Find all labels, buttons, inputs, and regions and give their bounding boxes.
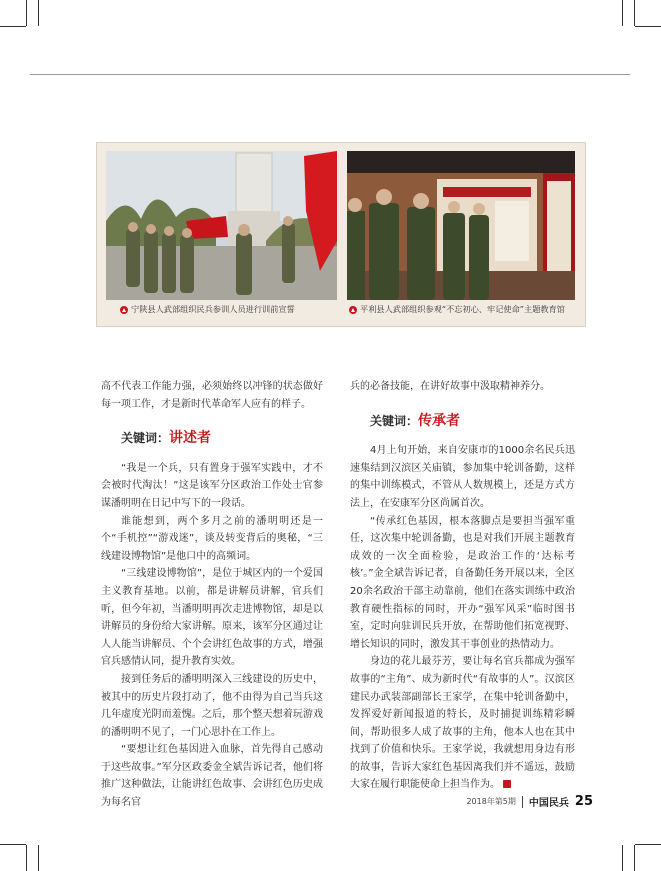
right-intro: 兵的必备技能，在讲好故事中汲取精神养分。 <box>350 381 550 392</box>
keyword-heading-narrator: 关键词： 讲述者 <box>121 430 212 447</box>
crop-mark <box>622 845 623 871</box>
crop-mark <box>26 845 27 871</box>
issue-number: 2018年第5期 <box>466 797 516 806</box>
oath-photo <box>106 151 337 300</box>
crop-mark <box>635 844 661 845</box>
paragraph: “三线建设博物馆”，是位于城区内的一个爱国主义教育基地。以前，都是讲解员讲解，官兵们听，但今年初，当潘明明再次走进博物馆，却是以讲解员的身份给大家讲解。原来，该军分区通过让人人能当讲解员、个个会讲红色故事的方式，增强官兵感情认同，提升教育实效。 <box>101 568 323 668</box>
crop-mark <box>0 26 26 27</box>
crop-mark <box>622 0 623 26</box>
paragraph: 接到任务后的潘明明深入三线建设的历史中，被其中的历史片段打动了，他不由得为自己当兵这几年虚度光阴而羞愧。之后，那个整天想着玩游戏的潘明明不见了，一门心思扑在工作上。 <box>101 673 323 738</box>
page-number: 25 <box>574 794 593 809</box>
page-footer <box>466 794 593 809</box>
crop-mark <box>634 0 635 26</box>
paragraph: “传承红色基因，根本落脚点是要担当强军重任，这次集中轮训备勤，也是对我们开展主题教育成效的一次全面检验，是政治工作的‘达标考核’。”金全斌告诉记者，自备勤任务开展以来，全区20余名政治干部主动靠前，他们在落实训练中政治教育硬性指标的同时，开办“强军风采”临时图书室，定时向驻训民兵开放，在帮助他们拓宽视野、增长知识的同时，激发其干事创业的热情动力。 <box>350 515 575 650</box>
museum-photo <box>347 151 575 300</box>
crop-mark <box>635 26 661 27</box>
magazine-name: 中国民兵 <box>528 798 569 809</box>
paragraph: 身边的花儿最芬芳，要让每名官兵都成为强军故事的“主角”、成为新时代“有故事的人”。汉滨区建民办武装部副部长王家学，在集中轮训备勤中，发挥爱好新闻报道的特长，及时捕捉训练精彩瞬间，帮助很多人成了故事的主角，他本人也在其中找到了价值和快乐。王家学说，我就想用身边有形的故事，告诉大家红色基因离我们并不遥远，鼓励大家在履行职能使命上担当作为。 <box>350 656 575 791</box>
paragraph: 4月上旬开始，来自安康市的1000余名民兵迅速集结到汉滨区关庙镇，参加集中轮训备勤，这样的集中训练模式，不管从人数规模上，还是方式方法上，在安康军分区尚属首次。 <box>350 445 575 509</box>
crop-mark <box>26 0 27 26</box>
left-column <box>101 378 323 812</box>
paragraph: 谁能想到，两个多月之前的潘明明还是一个“手机控”“游戏迷”，谈及转变背后的奥秘，“三线建设博物馆”是他口中的高频词。 <box>101 515 323 562</box>
header-rule <box>30 74 630 75</box>
photo-caption-2: 平利县人武部组织参观“不忘初心、牢记使命”主题教育馆 <box>349 304 565 315</box>
footer-divider <box>522 796 523 808</box>
keyword-heading-inheritor: 关键词： 传承者 <box>370 412 461 429</box>
photo-caption-1: 宁陕县人武部组织民兵参训人员进行训前宣誓 <box>120 304 295 315</box>
end-mark-icon <box>503 780 511 788</box>
caption-arrow-icon <box>120 306 128 314</box>
photo-panel <box>96 142 586 327</box>
crop-mark <box>38 0 39 26</box>
caption-arrow-icon <box>349 306 357 314</box>
crop-mark <box>0 844 26 845</box>
right-column <box>350 378 575 794</box>
crop-mark <box>38 845 39 871</box>
crop-mark <box>634 845 635 871</box>
left-intro: 高不代表工作能力强，必须始终以冲锋的状态做好每一项工作，才是新时代革命军人应有的样子。 <box>101 381 323 410</box>
paragraph: “我是一个兵，只有置身于强军实践中，才不会被时代淘汰！”这是该军分区政治工作处士官参谋潘明明在日记中写下的一段话。 <box>101 462 323 509</box>
paragraph: “要想让红色基因进入血脉，首先得自己感动于这些故事。”军分区政委金全斌告诉记者，他们将推广这种做法，让能讲红色故事、会讲红色历史成为每名官 <box>101 744 323 809</box>
